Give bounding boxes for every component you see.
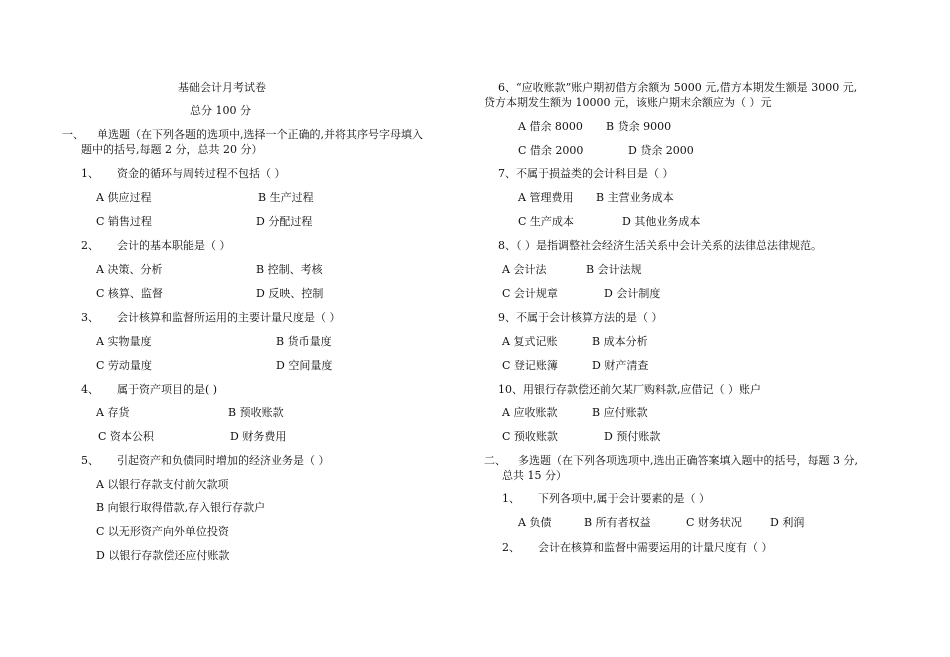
q2-text: 会计的基本职能是（ ） [117, 239, 231, 252]
q7-option-a: A 管理费用 [518, 191, 574, 204]
q5-option-b: B 向银行取得借款,存入银行存款户 [96, 501, 266, 514]
q5-text: 引起资产和负债同时增加的经济业务是（ ） [117, 454, 330, 467]
section-2-number: 二、 [484, 454, 506, 467]
q10-option-c: C 预收账款 [502, 430, 558, 443]
q6-text: 6、“应收账款”账户期初借方余额为 5000 元,借方本期发生额是 3000 元, [498, 81, 858, 94]
page-title: 基础会计月考试卷 [178, 81, 266, 94]
q3-text: 会计核算和监督所运用的主要计量尺度是（ ） [117, 311, 341, 324]
q2-option-d: D 反映、控制 [256, 287, 324, 300]
q1-option-c: C 销售过程 [96, 215, 152, 228]
q3-option-b: B 货币量度 [276, 335, 332, 348]
q9-option-b: B 成本分析 [592, 335, 648, 348]
s2-q1-option-b: B 所有者权益 [584, 516, 651, 529]
q1-option-b: B 生产过程 [258, 191, 314, 204]
q9-option-c: C 登记账簿 [502, 359, 558, 372]
q9-option-d: D 财产清查 [592, 359, 649, 372]
q10-option-b: B 应付账款 [592, 406, 648, 419]
q10-text: 10、用银行存款偿还前欠某厂购料款,应借记（ ）账户 [498, 383, 761, 396]
q6-option-a: A 借余 8000 [518, 120, 583, 133]
s2-q2-number: 2、 [502, 541, 520, 554]
s2-q1-number: 1、 [502, 492, 520, 505]
section-1-instructions: 单选题（在下列各题的选项中,选择一个正确的,并将其序号字母填入 [97, 128, 423, 141]
q5-option-a: A 以银行存款支付前欠款项 [96, 478, 229, 491]
q10-option-a: A 应收账款 [502, 406, 558, 419]
q8-option-d: D 会计制度 [604, 287, 661, 300]
q3-number: 3、 [81, 311, 99, 324]
q2-option-c: C 核算、监督 [96, 287, 163, 300]
q8-option-a: A 会计法 [502, 263, 547, 276]
q8-option-c: C 会计规章 [502, 287, 558, 300]
q1-option-a: A 供应过程 [96, 191, 152, 204]
section-2-instructions: 多选题（在下列各项选项中,选出正确答案填入题中的括号，每题 3 分, [518, 454, 858, 467]
q5-option-c: C 以无形资产向外单位投资 [96, 525, 229, 538]
q5-option-d: D 以银行存款偿还应付账款 [96, 549, 230, 562]
q1-text: 资金的循环与周转过程不包括（ ） [117, 167, 286, 180]
q9-text: 9、不属于会计核算方法的是（ ） [498, 311, 663, 324]
q9-option-a: A 复式记账 [502, 335, 558, 348]
s2-q1-text: 下列各项中,属于会计要素的是（ ） [538, 492, 710, 505]
total-score: 总分 100 分 [190, 104, 251, 117]
section-1-instructions-cont: 题中的括号,每题 2 分，总共 20 分） [81, 143, 263, 156]
s2-q1-option-c: C 财务状况 [686, 516, 742, 529]
q2-option-b: B 控制、考核 [256, 263, 323, 276]
s2-q1-option-a: A 负债 [518, 516, 552, 529]
s2-q2-text: 会计在核算和监督中需要运用的计量尺度有（ ） [538, 541, 773, 554]
section-1-number: 一、 [62, 128, 84, 141]
section-2-instructions-cont: 总共 15 分） [502, 469, 567, 482]
q3-option-a: A 实物量度 [96, 335, 152, 348]
q4-number: 4、 [81, 383, 99, 396]
q7-option-b: B 主营业务成本 [596, 191, 674, 204]
q8-text: 8、（ ）是指调整社会经济生活关系中会计关系的法律总法律规范。 [498, 239, 822, 252]
q4-option-a: A 存货 [96, 406, 130, 419]
q6-option-c: C 借余 2000 [518, 144, 584, 157]
q1-number: 1、 [81, 167, 99, 180]
q7-option-d: D 其他业务成本 [622, 215, 701, 228]
q8-option-b: B 会计法规 [586, 263, 642, 276]
q6-option-d: D 贷余 2000 [628, 144, 694, 157]
q4-option-c: C 资本公积 [98, 430, 154, 443]
q6-text-cont: 贷方本期发生额为 10000 元，该账户期末余额应为（ ）元 [484, 96, 772, 109]
q4-option-d: D 财务费用 [230, 430, 287, 443]
q1-option-d: D 分配过程 [256, 215, 313, 228]
q6-option-b: B 贷余 9000 [606, 120, 672, 133]
q3-option-c: C 劳动量度 [96, 359, 152, 372]
q2-option-a: A 决策、分析 [96, 263, 163, 276]
q3-option-d: D 空间量度 [276, 359, 333, 372]
q5-number: 5、 [81, 454, 99, 467]
q2-number: 2、 [81, 239, 99, 252]
q4-option-b: B 预收账款 [228, 406, 284, 419]
q4-text: 属于资产项目的是( ) [117, 383, 218, 396]
q7-option-c: C 生产成本 [518, 215, 574, 228]
q7-text: 7、不属于损益类的会计科目是（ ） [498, 167, 674, 180]
s2-q1-option-d: D 利润 [770, 516, 805, 529]
q10-option-d: D 预付账款 [604, 430, 661, 443]
